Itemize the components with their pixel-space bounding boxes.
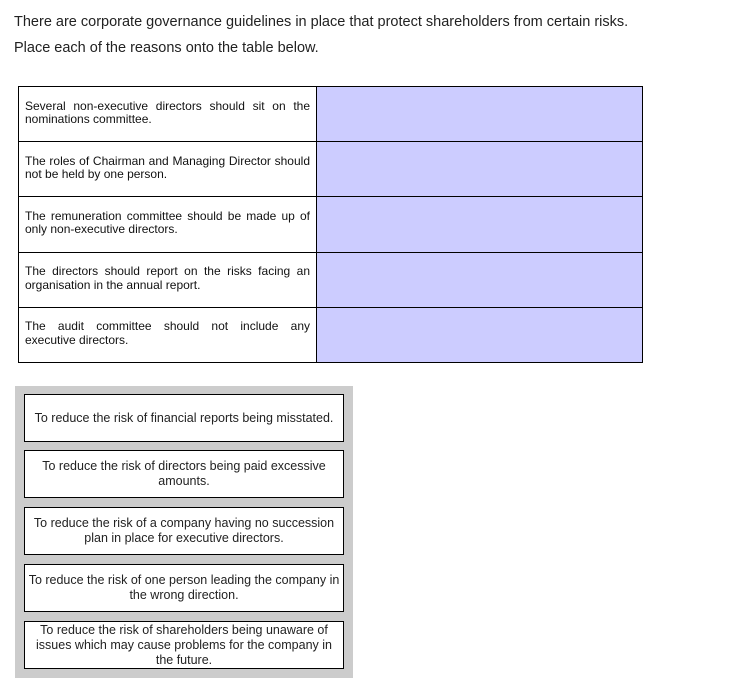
- drop-zone[interactable]: [317, 87, 643, 142]
- draggable-answer-card[interactable]: To reduce the risk of a company having no succession plan in place for executive directors.: [24, 507, 344, 555]
- table-row: [19, 197, 643, 252]
- statement-text: The remuneration committee should be made up of only non-executive directors.: [25, 208, 310, 237]
- answer-tray: [15, 386, 353, 678]
- statement-cell: [19, 197, 317, 252]
- table-row: [19, 87, 643, 142]
- statement-cell: [19, 252, 317, 307]
- matching-table: [18, 86, 643, 363]
- draggable-answer-card[interactable]: To reduce the risk of shareholders being unaware of issues which may cause problems for the company in the future.: [24, 621, 344, 669]
- drop-zone[interactable]: [317, 307, 643, 362]
- instruction-prompt: Place each of the reasons onto the table below.: [14, 40, 319, 56]
- statement-cell: [19, 87, 317, 142]
- statement-cell: [19, 142, 317, 197]
- statement-cell: [19, 307, 317, 362]
- drop-zone[interactable]: [317, 197, 643, 252]
- draggable-answer-card[interactable]: To reduce the risk of directors being paid excessive amounts.: [24, 450, 344, 498]
- instruction-text: There are corporate governance guidelines in place that protect shareholders from certain risks.: [14, 14, 629, 30]
- drop-zone[interactable]: [317, 252, 643, 307]
- table-row: [19, 307, 643, 362]
- table-row: [19, 142, 643, 197]
- draggable-answer-card[interactable]: To reduce the risk of financial reports being misstated.: [24, 394, 344, 442]
- draggable-answer-card[interactable]: To reduce the risk of one person leading the company in the wrong direction.: [24, 564, 344, 612]
- statement-text: The audit committee should not include any executive directors.: [25, 319, 310, 347]
- drop-zone[interactable]: [317, 142, 643, 197]
- statement-text: The directors should report on the risks facing an organisation in the annual report.: [25, 264, 310, 292]
- statement-text: Several non-executive directors should sit on the nominations committee.: [25, 98, 310, 127]
- table-row: [19, 252, 643, 307]
- statement-text: The roles of Chairman and Managing Director should not be held by one person.: [25, 153, 310, 182]
